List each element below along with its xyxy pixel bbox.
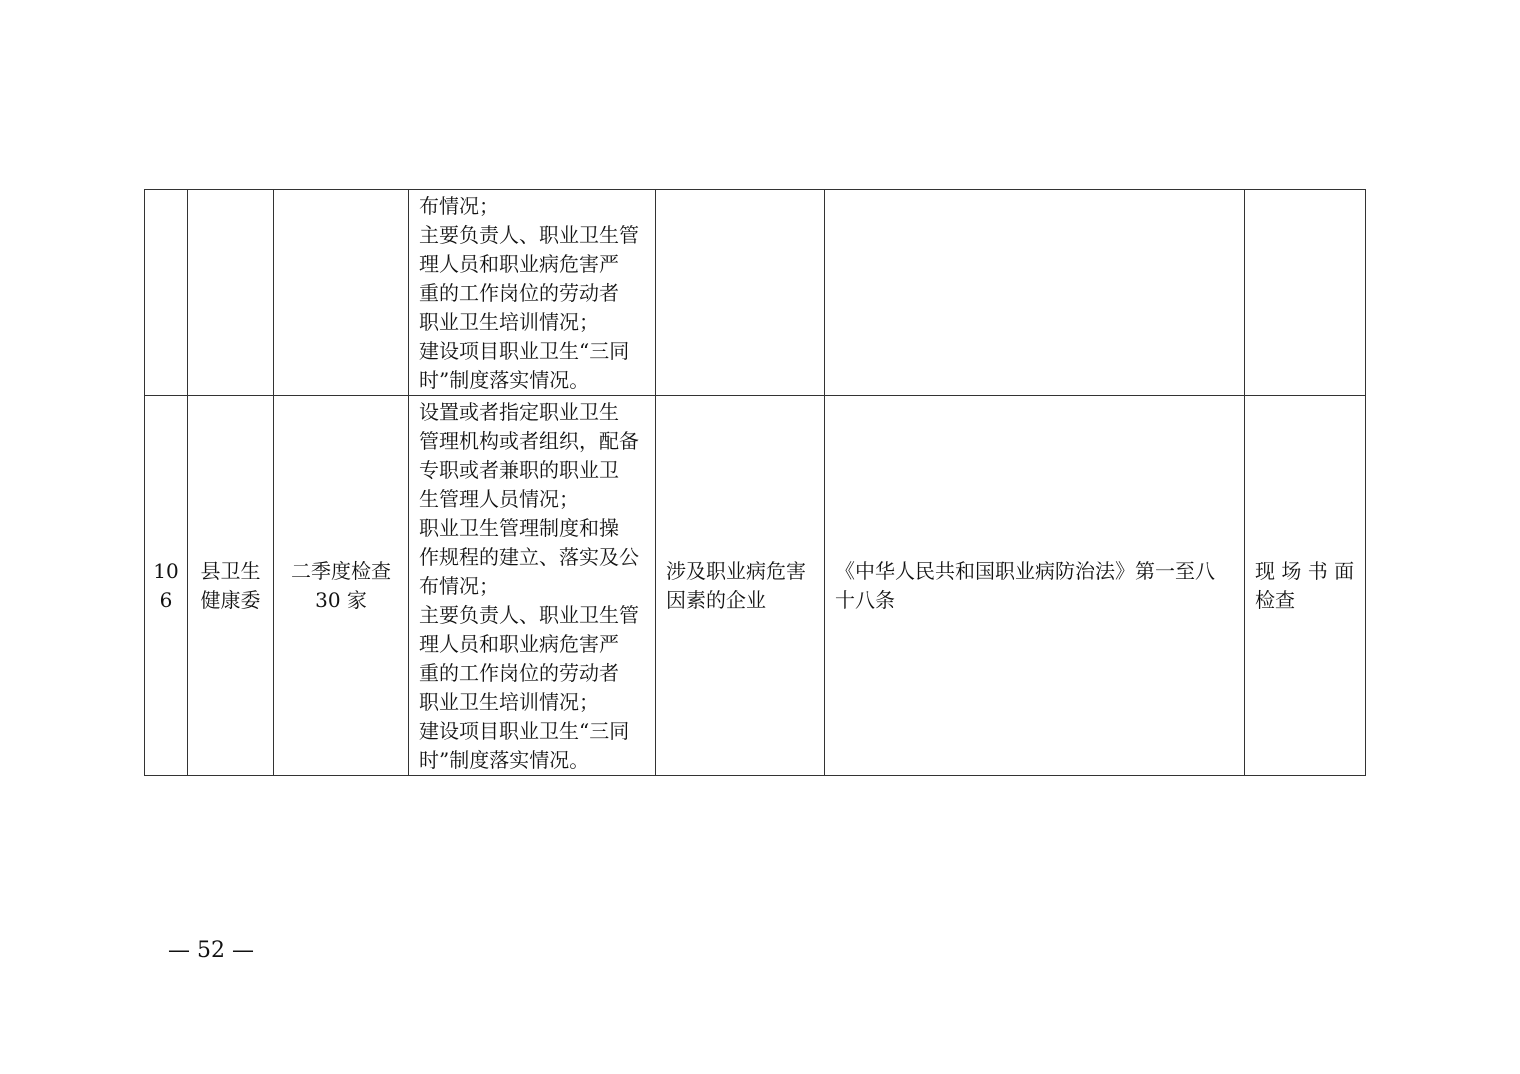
content-line: 布情况；	[419, 574, 499, 598]
legal-basis-cell	[825, 396, 1245, 776]
legal-basis-line: 《中华人民共和国职业病防治法》第一至八	[835, 558, 1215, 583]
legal-basis-line: 十八条	[835, 587, 895, 612]
inspection-content-cell	[409, 190, 656, 396]
content-line: 作规程的建立、落实及公	[419, 545, 639, 569]
content-line: 职业卫生管理制度和操	[419, 516, 619, 540]
content-line: 布情况；	[419, 194, 499, 218]
row-number-cell	[145, 190, 188, 396]
row-number-cell: 106	[145, 396, 188, 776]
content-line: 时”制度落实情况。	[419, 748, 590, 772]
method-line: 检查	[1255, 587, 1295, 612]
legal-basis-cell	[825, 190, 1245, 396]
content-line: 理人员和职业病危害严	[419, 632, 619, 656]
content-line: 生管理人员情况；	[419, 487, 579, 511]
method-cell	[1245, 396, 1366, 776]
content-line: 重的工作岗位的劳动者	[419, 661, 619, 685]
department-line: 健康委	[200, 587, 261, 612]
content-line: 理人员和职业病危害严	[419, 252, 619, 276]
content-line: 管理机构或者组织，配备	[419, 429, 639, 453]
department-line: 县卫生	[200, 558, 261, 583]
content-line: 重的工作岗位的劳动者	[419, 281, 619, 305]
content-line: 主要负责人、职业卫生管	[419, 603, 639, 627]
table-row	[145, 396, 1366, 776]
department-cell	[188, 396, 274, 776]
content-line: 设置或者指定职业卫生	[419, 400, 619, 424]
inspection-table	[144, 189, 1366, 776]
method-cell	[1245, 190, 1366, 396]
table-row	[145, 190, 1366, 396]
content-line: 建设项目职业卫生“三同	[419, 339, 630, 363]
content-line: 主要负责人、职业卫生管	[419, 223, 639, 247]
content-line: 职业卫生培训情况；	[419, 690, 599, 714]
schedule-line: 二季度检查	[291, 558, 391, 583]
schedule-cell	[274, 396, 409, 776]
content-line: 建设项目职业卫生“三同	[419, 719, 630, 743]
inspection-content-cell	[409, 396, 656, 776]
department-cell	[188, 190, 274, 396]
schedule-line: 30 家	[315, 587, 367, 612]
content-line: 职业卫生培训情况；	[419, 310, 599, 334]
target-line: 涉及职业病危害	[666, 558, 806, 583]
method-line: 现 场 书 面	[1255, 558, 1355, 583]
page-number: — 52 —	[168, 938, 254, 963]
content-line: 专职或者兼职的职业卫	[419, 458, 619, 482]
target-cell	[656, 190, 825, 396]
schedule-cell	[274, 190, 409, 396]
target-line: 因素的企业	[666, 587, 766, 612]
target-cell	[656, 396, 825, 776]
content-line: 时”制度落实情况。	[419, 368, 590, 392]
